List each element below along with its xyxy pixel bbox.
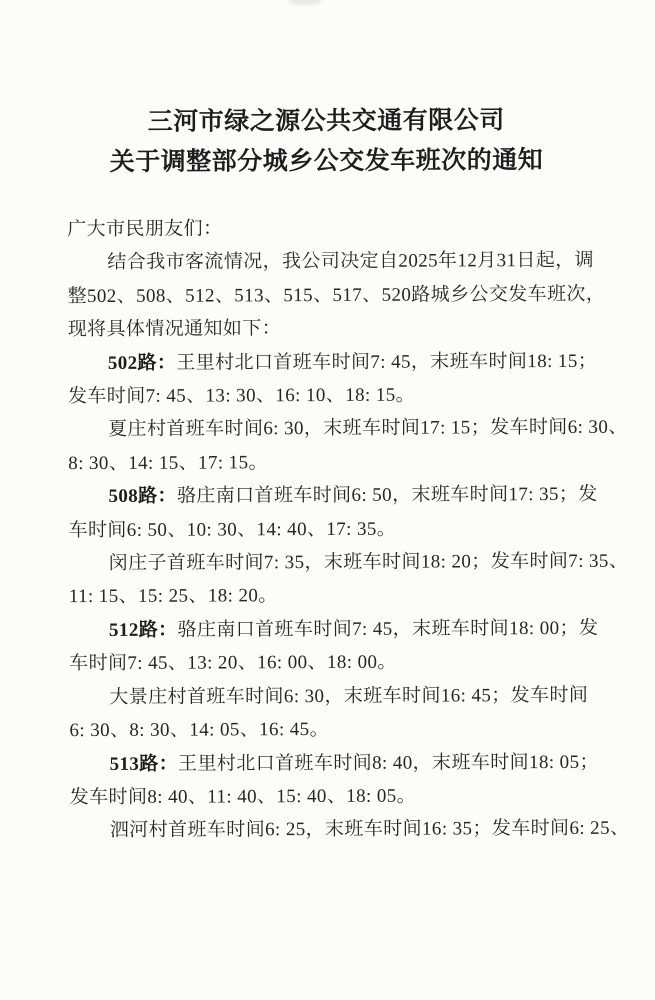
body-line: [69, 679, 598, 715]
route-label: 508路：: [108, 485, 177, 508]
body-line: [69, 612, 598, 648]
body-line: [68, 411, 628, 447]
body-line: [68, 478, 597, 514]
body-line: [70, 745, 599, 781]
line-text: 整502、508、512、513、515、517、520路城乡公交发车班次，: [67, 283, 606, 307]
line-text: 骆庄南口首班车时间7: 45，末班车时间18: 00；发: [177, 617, 599, 641]
route-label: 502路：: [107, 352, 177, 374]
body-line: [68, 378, 597, 414]
notice-title-line-1: 三河市绿之源公共交通有限公司: [147, 107, 505, 136]
line-text: 11: 15、15: 25、18: 20。: [68, 585, 278, 608]
route-label: 512路：: [108, 619, 178, 641]
body-line: [69, 578, 598, 614]
line-text: 8: 30、14: 15、17: 15。: [68, 452, 268, 474]
body-line: [69, 645, 598, 681]
body-line: [68, 344, 597, 380]
body-line: [67, 211, 596, 247]
notice-title-line-2: 关于调整部分城乡公交发车班次的通知: [109, 147, 544, 176]
line-text: 车时间6: 50、10: 30、14: 40、17: 35。: [68, 518, 397, 541]
line-text: 发车时间8: 40、11: 40、15: 40、18: 05。: [69, 785, 417, 809]
body-line: [69, 712, 598, 748]
line-text: 泗河村首班车时间6: 25，末班车时间16: 35；发车时间6: 25、: [109, 817, 630, 842]
line-text: 王里村北口首班车时间7: 45，末班车时间18: 15；: [176, 350, 598, 374]
line-text: 车时间7: 45、13: 20、16: 00、18: 00。: [69, 651, 397, 675]
body-line: [69, 545, 629, 581]
line-text: 夏庄村首班车时间6: 30，末班车时间17: 15；发车时间6: 30、: [108, 417, 628, 441]
body-line: [70, 812, 630, 848]
line-text: 广大市民朋友们：: [67, 218, 223, 241]
line-text: 王里村北口首班车时间8: 40，末班车时间18: 05；: [178, 751, 599, 775]
line-text: 发车时间7: 45、13: 30、16: 10、18: 15。: [67, 384, 416, 408]
line-text: 现将具体情况通知如下：: [67, 318, 282, 341]
notice-body: [67, 211, 630, 848]
body-line: [67, 244, 596, 280]
body-line: [68, 445, 597, 481]
line-text: 结合我市客流情况，我公司决定自2025年12月31日起，调: [107, 250, 595, 274]
line-text: 闵庄子首班车时间7: 35，末班车时间18: 20；发车时间7: 35、: [108, 550, 629, 575]
line-text: 6: 30、8: 30、14: 05、16: 45。: [69, 719, 329, 742]
body-line: [68, 511, 597, 547]
body-line: [67, 278, 606, 314]
line-text: 大景庄村首班车时间6: 30，末班车时间16: 45；发车时间: [109, 684, 589, 708]
line-text: 骆庄南口首班车时间6: 50，末班车时间17: 35；发: [176, 484, 598, 507]
body-line: [68, 311, 597, 347]
route-label: 513路：: [109, 753, 179, 775]
notice-title: [0, 0, 654, 183]
body-line: [70, 779, 599, 815]
